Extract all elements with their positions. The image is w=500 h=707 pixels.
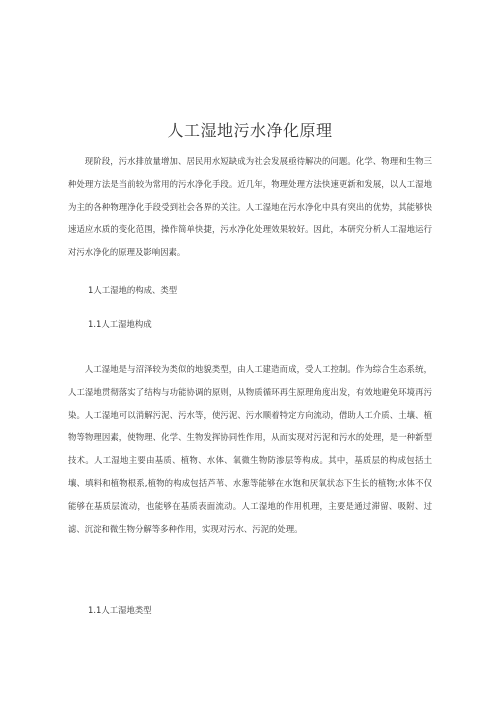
section-1-2-heading: 1.1人工湿地类型: [88, 605, 152, 615]
section-1-heading: 1人工湿地的构成、类型: [88, 285, 178, 295]
document-title: 人工湿地污水净化原理: [167, 121, 333, 140]
section-1-1-heading: 1.1人工湿地构成: [88, 319, 152, 329]
intro-paragraph: 现阶段，污水排放量增加、居民用水短缺成为社会发展亟待解决的问题。化学、物理和生物三种处理方法是当前较为常用的污水净化手段。近几年，物理处理方法快速更新和发展，以人工湿地为主的各种物理净化手段受到社会各界的关注。人工湿地在污水净化中具有突出的优势，其能够快速适应水质的变化范围，操作简单快捷，污水净化处理效果较好。因此，本研究分析人工湿地运行对污水净化的原理及影响因素。: [68, 156, 432, 258]
section-1-1-body: 人工湿地是与沼泽较为类似的地貌类型，由人工建造而成，受人工控制。作为综合生态系统，人工湿地贯彻落实了结构与功能协调的原则，从物质循环再生原理角度出发，有效地避免环境再污染。人工湿地可以消解污泥、污水等，使污泥、污水顺着特定方向流动，借助人工介质、土壤、植物等物理因素，使物理、化学、生物发挥协同性作用，从而实现对污泥和污水的处理，是一种新型技术。人工湿地主要由基质、植物、水体、氧微生物防渗层等构成。其中，基质层的构成包括土壤、填料和植物根系,植物的构成包括芦苇、水葱等能够在水饱和厌氧状态下生长的植物;水体不仅能够在基质层流动，也能够在基质表面流动。人工湿地的作用机理，主要是通过滞留、吸附、过滤、沉淀和微生物分解等多种作用，实现对污水、污泥的处理。: [68, 364, 432, 534]
